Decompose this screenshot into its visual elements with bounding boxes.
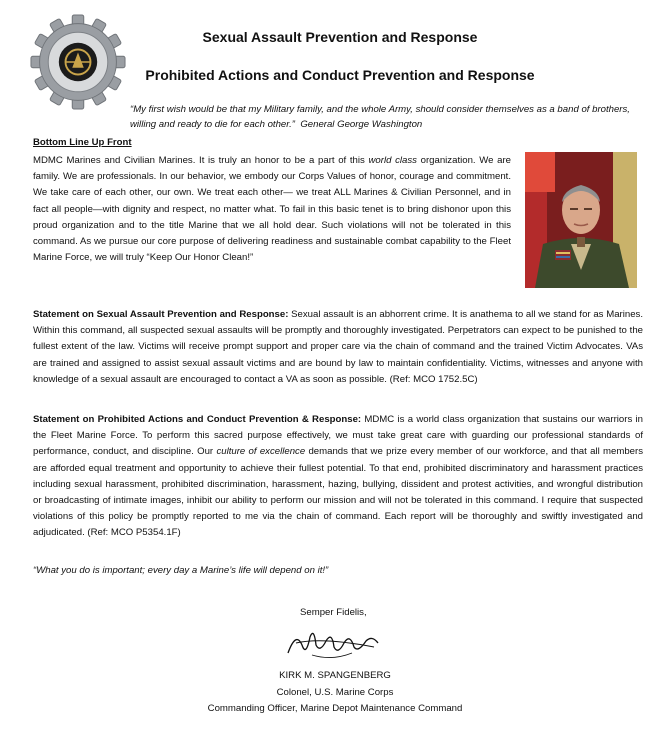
closing-quote: “What you do is important; every day a Marine’s life will depend on it!” <box>33 565 329 576</box>
blf-text-a: MDMC Marines and Civilian Marines. It is truly an honor to be a part of this <box>33 155 369 166</box>
closing-salutation: Semper Fidelis, <box>300 607 367 618</box>
mdmc-gear-logo <box>30 14 126 110</box>
opening-quote-text: “My first wish would be that my Military family, and the whole Army, should consider themselves as a band of brothers, willing and ready to die for each other.” <box>130 104 630 130</box>
commander-portrait <box>525 152 637 288</box>
sapr-statement <box>33 307 643 388</box>
blf-text-b: organization. We are family. We are professionals. In our behavior, we embody our Corps Values of honor, courage and commitment. We take care of each other, our own. We treat each other— we treat ALL Marines & Civilian Personnel, and in fact all people—with dignity and respect, no matter what. To fail in this basic tenet is to bring dishonor upon this proud organization and to the title Marine that we all hold dear. Such violations will not be tolerated in this command. As we pursue our core purpose of delivering readiness and sustainable combat capability to the Fleet Marine Force, we will truly “Keep Our Honor Clean!” <box>33 155 512 264</box>
signature-block <box>150 668 520 718</box>
blf-paragraph <box>33 153 511 266</box>
blf-heading: Bottom Line Up Front <box>33 137 132 148</box>
handwritten-signature <box>282 623 382 663</box>
page-subtitle: Prohibited Actions and Conduct Prevention and Response <box>145 67 535 83</box>
opening-quote <box>130 102 645 132</box>
signer-title: Commanding Officer, Marine Depot Maintenance Command <box>207 703 463 715</box>
pac-text-b: demands that we prize every member of our workforce, and that all members are afforded equal treatment and opportunity to achieve their fullest potential. To that end, prohibited discriminatory and harassment practices including sexual harassment, prohibited discrimination, harassment, hazing, bullying, dissident and protest activities, and wrongful distribution or broadcasting of intimate images, inhibit our ability to perform our mission and will not be tolerated in this command. I require that suspected violations of this policy be promptly reported to me via the chain of command. Each report will be thoroughly and swiftly investigated and adjudicated. (Ref: MCO P5354.1F) <box>33 446 643 539</box>
signer-rank: Colonel, U.S. Marine Corps <box>276 686 394 698</box>
page-title: Sexual Assault Prevention and Response <box>202 29 478 45</box>
sapr-text: Sexual assault is an abhorrent crime. It is anathema to all we stand for as Marines. Within this command, all suspected sexual assaults will be promptly and thoroughly investigated. Perpetrators can expect to be punished to the fullest extent of the law. Victims will receive prompt support and proper care via the chain of command and the trained Victim Advocates. VAs are trained and assigned to assist sexual assault victims and are bound by law to maintain confidentiality. Victims, witnesses and anyone with knowledge of a sexual assault are encouraged to contact a VA as soon as possible. (Ref: MCO 1752.5C) <box>33 309 643 385</box>
signer-name: KIRK M. SPANGENBERG <box>279 670 391 681</box>
sapr-heading: Statement on Sexual Assault Prevention and Response: <box>33 309 289 320</box>
blf-italic: world class <box>368 155 417 166</box>
pac-text-a: MDMC is a world class organization that sustains our warriors in the Fleet Marine Force. To perform this sacred purpose effectively, we must take great care with guarding our professional standards of performance, conduct, and discipline. Our <box>33 414 643 458</box>
pac-italic: culture of excellence <box>216 446 306 458</box>
pac-statement <box>33 412 643 542</box>
opening-quote-attribution: General George Washington <box>300 119 423 130</box>
pac-heading: Statement on Prohibited Actions and Conduct Prevention & Response: <box>33 414 362 425</box>
